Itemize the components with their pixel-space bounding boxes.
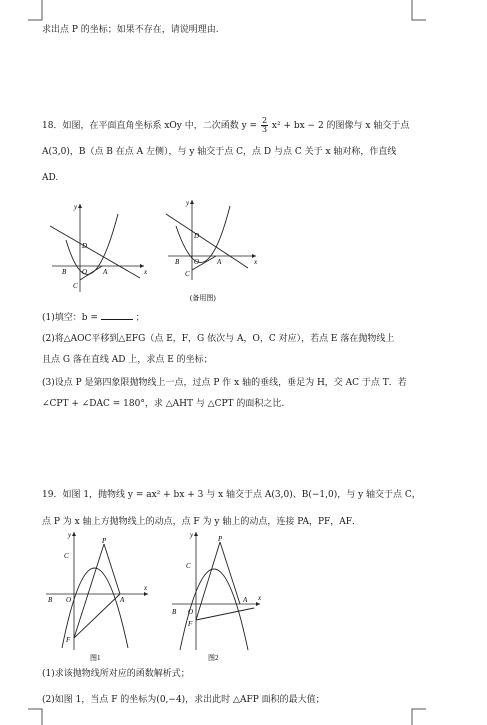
q19-fig2-label-p: P xyxy=(218,535,223,543)
q18-part-3-line-1: (3)设点 P 是第四象限抛物线上一点，过点 P 作 x 轴的垂线，垂足为 H，交 AC 于点 T．若 xyxy=(42,378,407,388)
q18-part-1 xyxy=(42,310,145,324)
bottom-left-crop-mark xyxy=(28,705,44,725)
q18-part-3-line-2: ∠CPT + ∠DAC = 180°，求 △AHT 与 △CPT 的面积之比. xyxy=(42,399,285,409)
q18-fig1-label-c: C xyxy=(73,282,78,290)
q18-fig2-parabola xyxy=(176,206,230,263)
q18-figure-spare xyxy=(164,196,264,306)
q19-fig2-segment-af xyxy=(196,608,254,620)
q18-line-2: A(3,0)，B（点 B 在点 A 左侧），与 y 轴交于点 C，点 D 与点 C 关于 x 轴对称，作直线 xyxy=(42,147,397,157)
q18-fig2-caption: (备用图) xyxy=(190,294,216,302)
q18-line-3: AD. xyxy=(42,173,59,183)
q19-fig1-y-arrow xyxy=(72,532,76,536)
q19-fig2-segment-pf xyxy=(196,542,220,620)
top-left-crop-mark xyxy=(28,0,44,22)
q18-part-2-line-2: 且点 G 落在直线 AD 上，求点 E 的坐标； xyxy=(42,355,213,365)
q19-fig2-label-a: A xyxy=(243,596,248,604)
q19-figure-2 xyxy=(170,528,270,662)
q19-fig2-label-y: y xyxy=(190,531,194,539)
q18-fig2-label-o: O xyxy=(194,258,200,266)
q19-fig1-parabola xyxy=(62,568,128,648)
q19-fig2-x-arrow xyxy=(256,602,260,606)
q18-line-1 xyxy=(42,117,409,134)
q18-fig2-label-a: A xyxy=(217,258,222,266)
q19-fig1-label-o: O xyxy=(66,596,72,604)
q19-fig1-label-a: A xyxy=(120,596,125,604)
q19-part-2: (2)如图 1，当点 F 的坐标为(0,−4)，求出此时 △AFP 面积的最大值； xyxy=(42,695,325,705)
q19-fig1-caption: 图1 xyxy=(90,654,101,662)
q18-fraction xyxy=(261,117,268,134)
q18-fig1-label-b: B xyxy=(62,268,67,276)
q18-answer-blank xyxy=(101,310,133,320)
q19-fig1-x-arrow xyxy=(144,592,148,596)
q19-fig1-label-c: C xyxy=(64,552,69,560)
q19-line-2: 点 P 为 x 轴上方抛物线上的动点，点 F 为 y 轴上的动点，连接 PA，PF，AF． xyxy=(42,517,361,527)
q18-fig1-label-o: O xyxy=(82,268,88,276)
q19-fig2-caption: 图2 xyxy=(208,654,219,662)
q18-fig1-parabola xyxy=(66,214,118,274)
q19-fig2-label-c: C xyxy=(186,562,191,570)
q18-fig1-label-a: A xyxy=(103,268,108,276)
q18-fig1-label-y: y xyxy=(74,203,78,211)
q18-part-1-tail: ； xyxy=(135,313,145,323)
q18-fig1-label-d: D xyxy=(82,242,88,250)
q19-fig1-label-f: F xyxy=(66,636,71,644)
q19-fig1-label-p: P xyxy=(102,537,107,545)
q18-line-1-end: x² + bx − 2 的图像与 x 轴交于点 xyxy=(271,121,410,131)
q18-fig2-label-y: y xyxy=(186,199,190,207)
q19-fig2-label-b: B xyxy=(172,608,177,616)
q19-fig2-segment-pa xyxy=(220,542,240,604)
q19-fig2-label-x: x xyxy=(258,594,262,602)
q18-line-1-start: 18．如图，在平面直角坐标系 xOy 中，二次函数 y = xyxy=(42,121,258,131)
q18-fig2-label-x: x xyxy=(254,258,258,266)
q18-fig1-label-x: x xyxy=(144,268,148,276)
q19-fig1-segment-pa xyxy=(104,544,120,594)
q18-fraction-denominator: 3 xyxy=(261,125,268,134)
q19-line-1: 19．如图 1，抛物线 y = ax² + bx + 3 与 x 轴交于点 A(3,0)、B(−1,0)，与 y 轴交于点 C， xyxy=(42,490,421,500)
q19-fig2-y-arrow xyxy=(194,532,198,536)
q19-fig1-label-x: x xyxy=(144,584,148,592)
q18-fraction-numerator: 2 xyxy=(261,116,268,125)
q19-fig2-label-f: F xyxy=(188,620,193,628)
q18-fig2-label-b: B xyxy=(175,258,180,266)
q19-fig1-label-b: B xyxy=(48,596,53,604)
q19-figure-1 xyxy=(44,528,156,662)
q18-fig1-y-arrow xyxy=(78,204,82,208)
q18-fig2-y-arrow xyxy=(190,200,194,204)
q18-part-2-line-1: (2)将△AOC平移到△EFG（点 E，F，G 依次与 A，O，C 对应），若点 E 落在抛物线上 xyxy=(42,334,395,344)
bottom-right-crop-mark xyxy=(410,705,426,725)
previous-question-tail: 求出点 P 的坐标；如果不存在，请说明理由. xyxy=(42,25,219,35)
q18-figure-main xyxy=(44,200,154,296)
top-right-crop-mark xyxy=(410,0,426,22)
q19-fig1-label-y: y xyxy=(68,531,72,539)
q18-fig2-label-d: D xyxy=(194,232,200,240)
q18-fig2-label-c: C xyxy=(185,270,190,278)
q19-fig2-label-o: O xyxy=(188,608,194,616)
q19-part-1: (1)求该抛物线所对应的函数解析式； xyxy=(42,669,190,679)
q18-part-1-text: (1)填空：b = xyxy=(42,313,98,323)
